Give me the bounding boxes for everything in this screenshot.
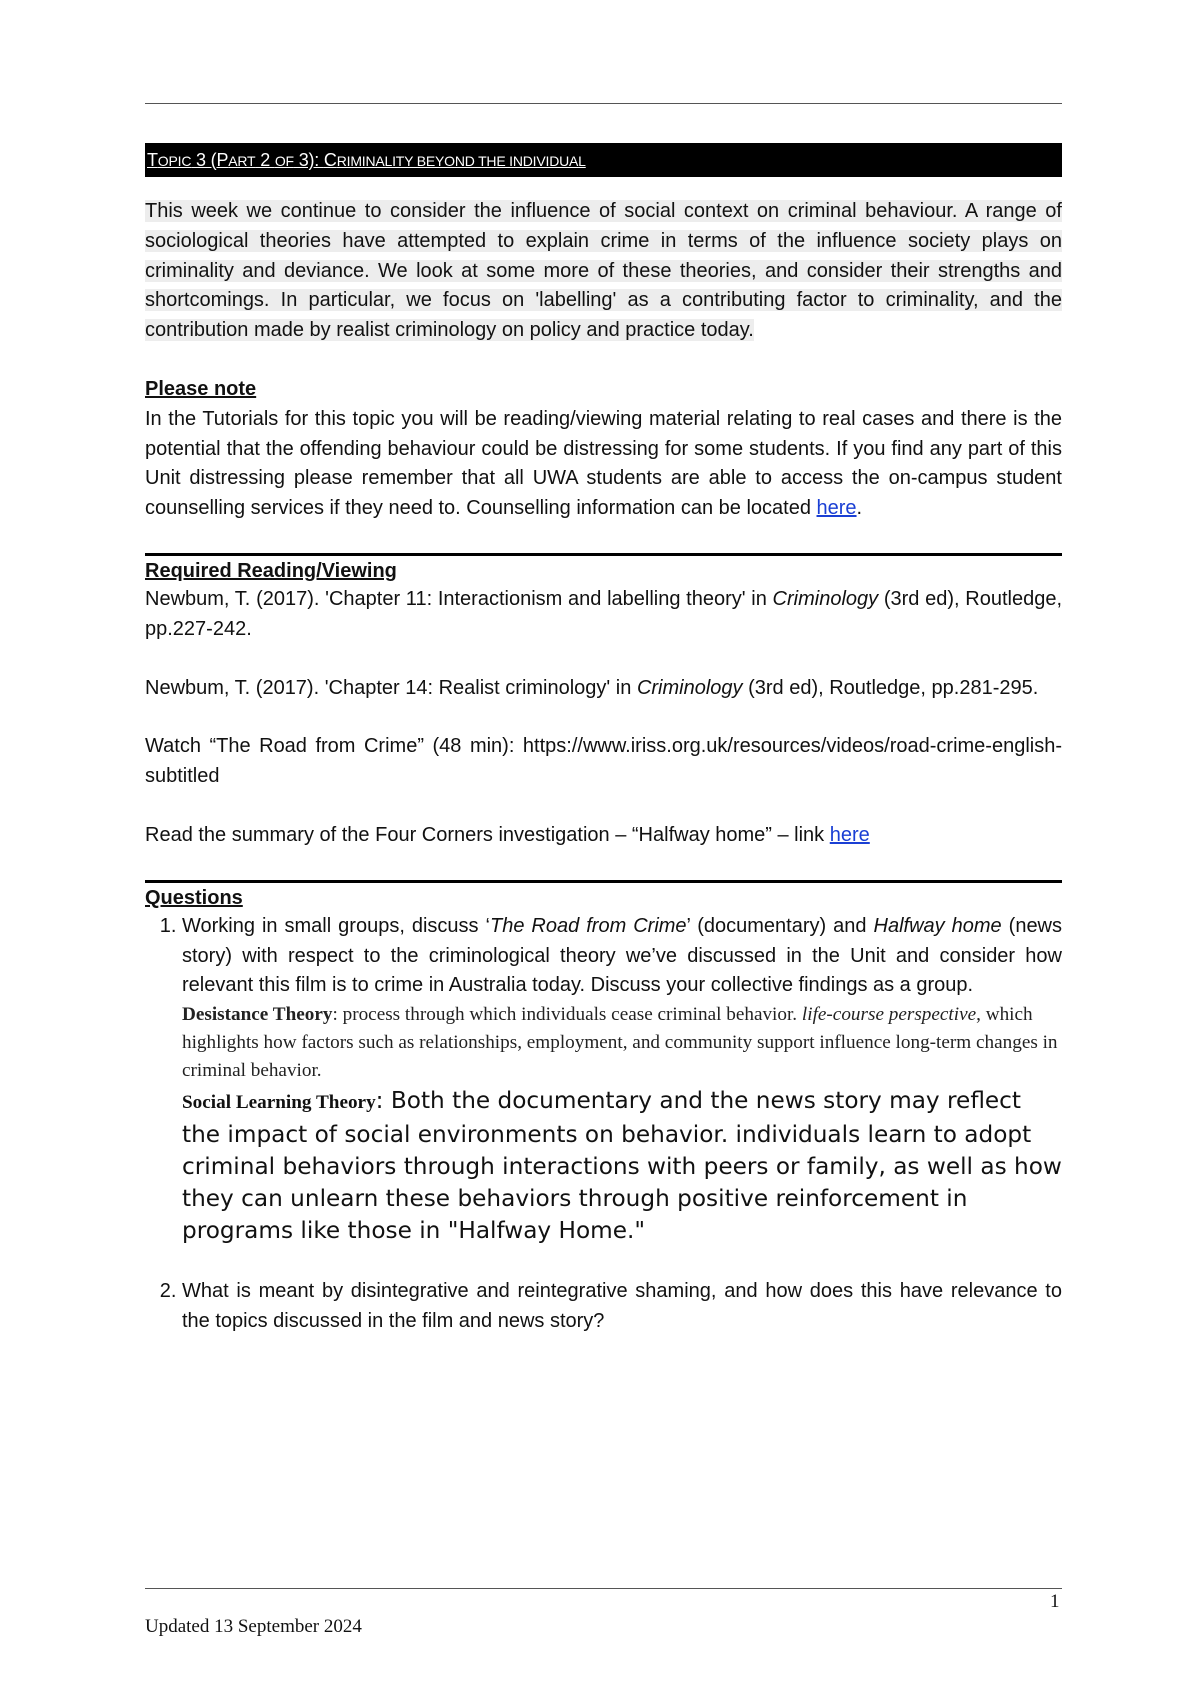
- social-learning-theory-answer: Social Learning Theory: Both the documentary and the news story may reflect the impact of social environments on behavior. individuals learn to adopt criminal behaviors through interactions with peers or family, as well as how they can unlearn these behaviors through positive reinforcement in programs like those in "Halfway Home.": [182, 1087, 1062, 1245]
- reading-item-chapter-11: Newbum, T. (2017). 'Chapter 11: Interactionism and labelling theory' in Criminology (3rd ed), Routledge, pp.227-242.: [145, 587, 1063, 640]
- reading-item-chapter-14: Newbum, T. (2017). 'Chapter 14: Realist criminology' in Criminology (3rd ed), Routledge, pp.281-295.: [145, 676, 1039, 699]
- questions-list: [145, 912, 1062, 1337]
- please-note-heading: Please note: [145, 377, 257, 400]
- required-reading-heading: Required Reading/Viewing: [145, 553, 1062, 585]
- header-rule: [145, 103, 1062, 104]
- question-2: 2. What is meant by disintegrative and reintegrative shaming, and how does this have relevance to the topics discussed in the film and news story?: [182, 1277, 1062, 1337]
- halfway-home-link[interactable]: here: [829, 823, 870, 846]
- topic-heading-bar: TOPIC 3 (PART 2 OF 3): CRIMINALITY BEYOND THE INDIVIDUAL: [145, 143, 1062, 177]
- please-note-paragraph: In the Tutorials for this topic you will be reading/viewing material relating to real cases and there is the potential that the offending behaviour could be distressing for some students. If you find any part of this Unit distressing please remember that all UWA students are able to access the on-campus student counselling services if they need to. Counselling information can be located here.: [145, 407, 1062, 520]
- intro-paragraph: This week we continue to consider the influence of social context on criminal behaviour. A range of sociological theories have attempted to explain crime in terms of the influence society plays on criminality and deviance. We look at some more of these theories, and consider their strengths and shortcomings. In particular, we focus on 'labelling' as a contributing factor to criminality, and the contribution made by realist criminology on policy and practice today.: [145, 200, 1062, 342]
- counselling-link[interactable]: here: [816, 497, 857, 520]
- updated-date: Updated 13 September 2024: [145, 1616, 362, 1637]
- question-1: 1. Working in small groups, discuss ‘The Road from Crime’ (documentary) and Halfway home (news story) with respect to the criminological theory we’ve discussed in the Unit and consider how relevant this film is to crime in Australia today. Discuss your collective findings as a group. Desistance Theory: process through which individuals cease criminal behavior. life-course perspective, which highlights how factors such as relationships, employment, and community support influence long-term changes in criminal behavior. Social Learning Theory: Both the documentary and the news story may reflect the impact of social environments on behavior. individuals learn to adopt criminal behaviors through interactions with peers or family, as well as how they can unlearn these behaviors through positive reinforcement in programs like those in "Halfway Home.": [182, 912, 1062, 1247]
- desistance-theory-answer: Desistance Theory: process through which individuals cease criminal behavior. life-course perspective, which highlights how factors such as relationships, employment, and community support influence long-term changes in criminal behavior.: [182, 1004, 1058, 1082]
- reading-item-video: Watch “The Road from Crime” (48 min): https://www.iriss.org.uk/resources/videos/road-crime-english-subtitled: [145, 735, 1062, 788]
- footer-rule: [145, 1588, 1062, 1589]
- page-number: 1: [1050, 1591, 1060, 1612]
- questions-heading: Questions: [145, 880, 1062, 912]
- page-content: [145, 143, 1062, 1337]
- reading-item-four-corners: Read the summary of the Four Corners investigation – “Halfway home” – link here: [145, 823, 870, 846]
